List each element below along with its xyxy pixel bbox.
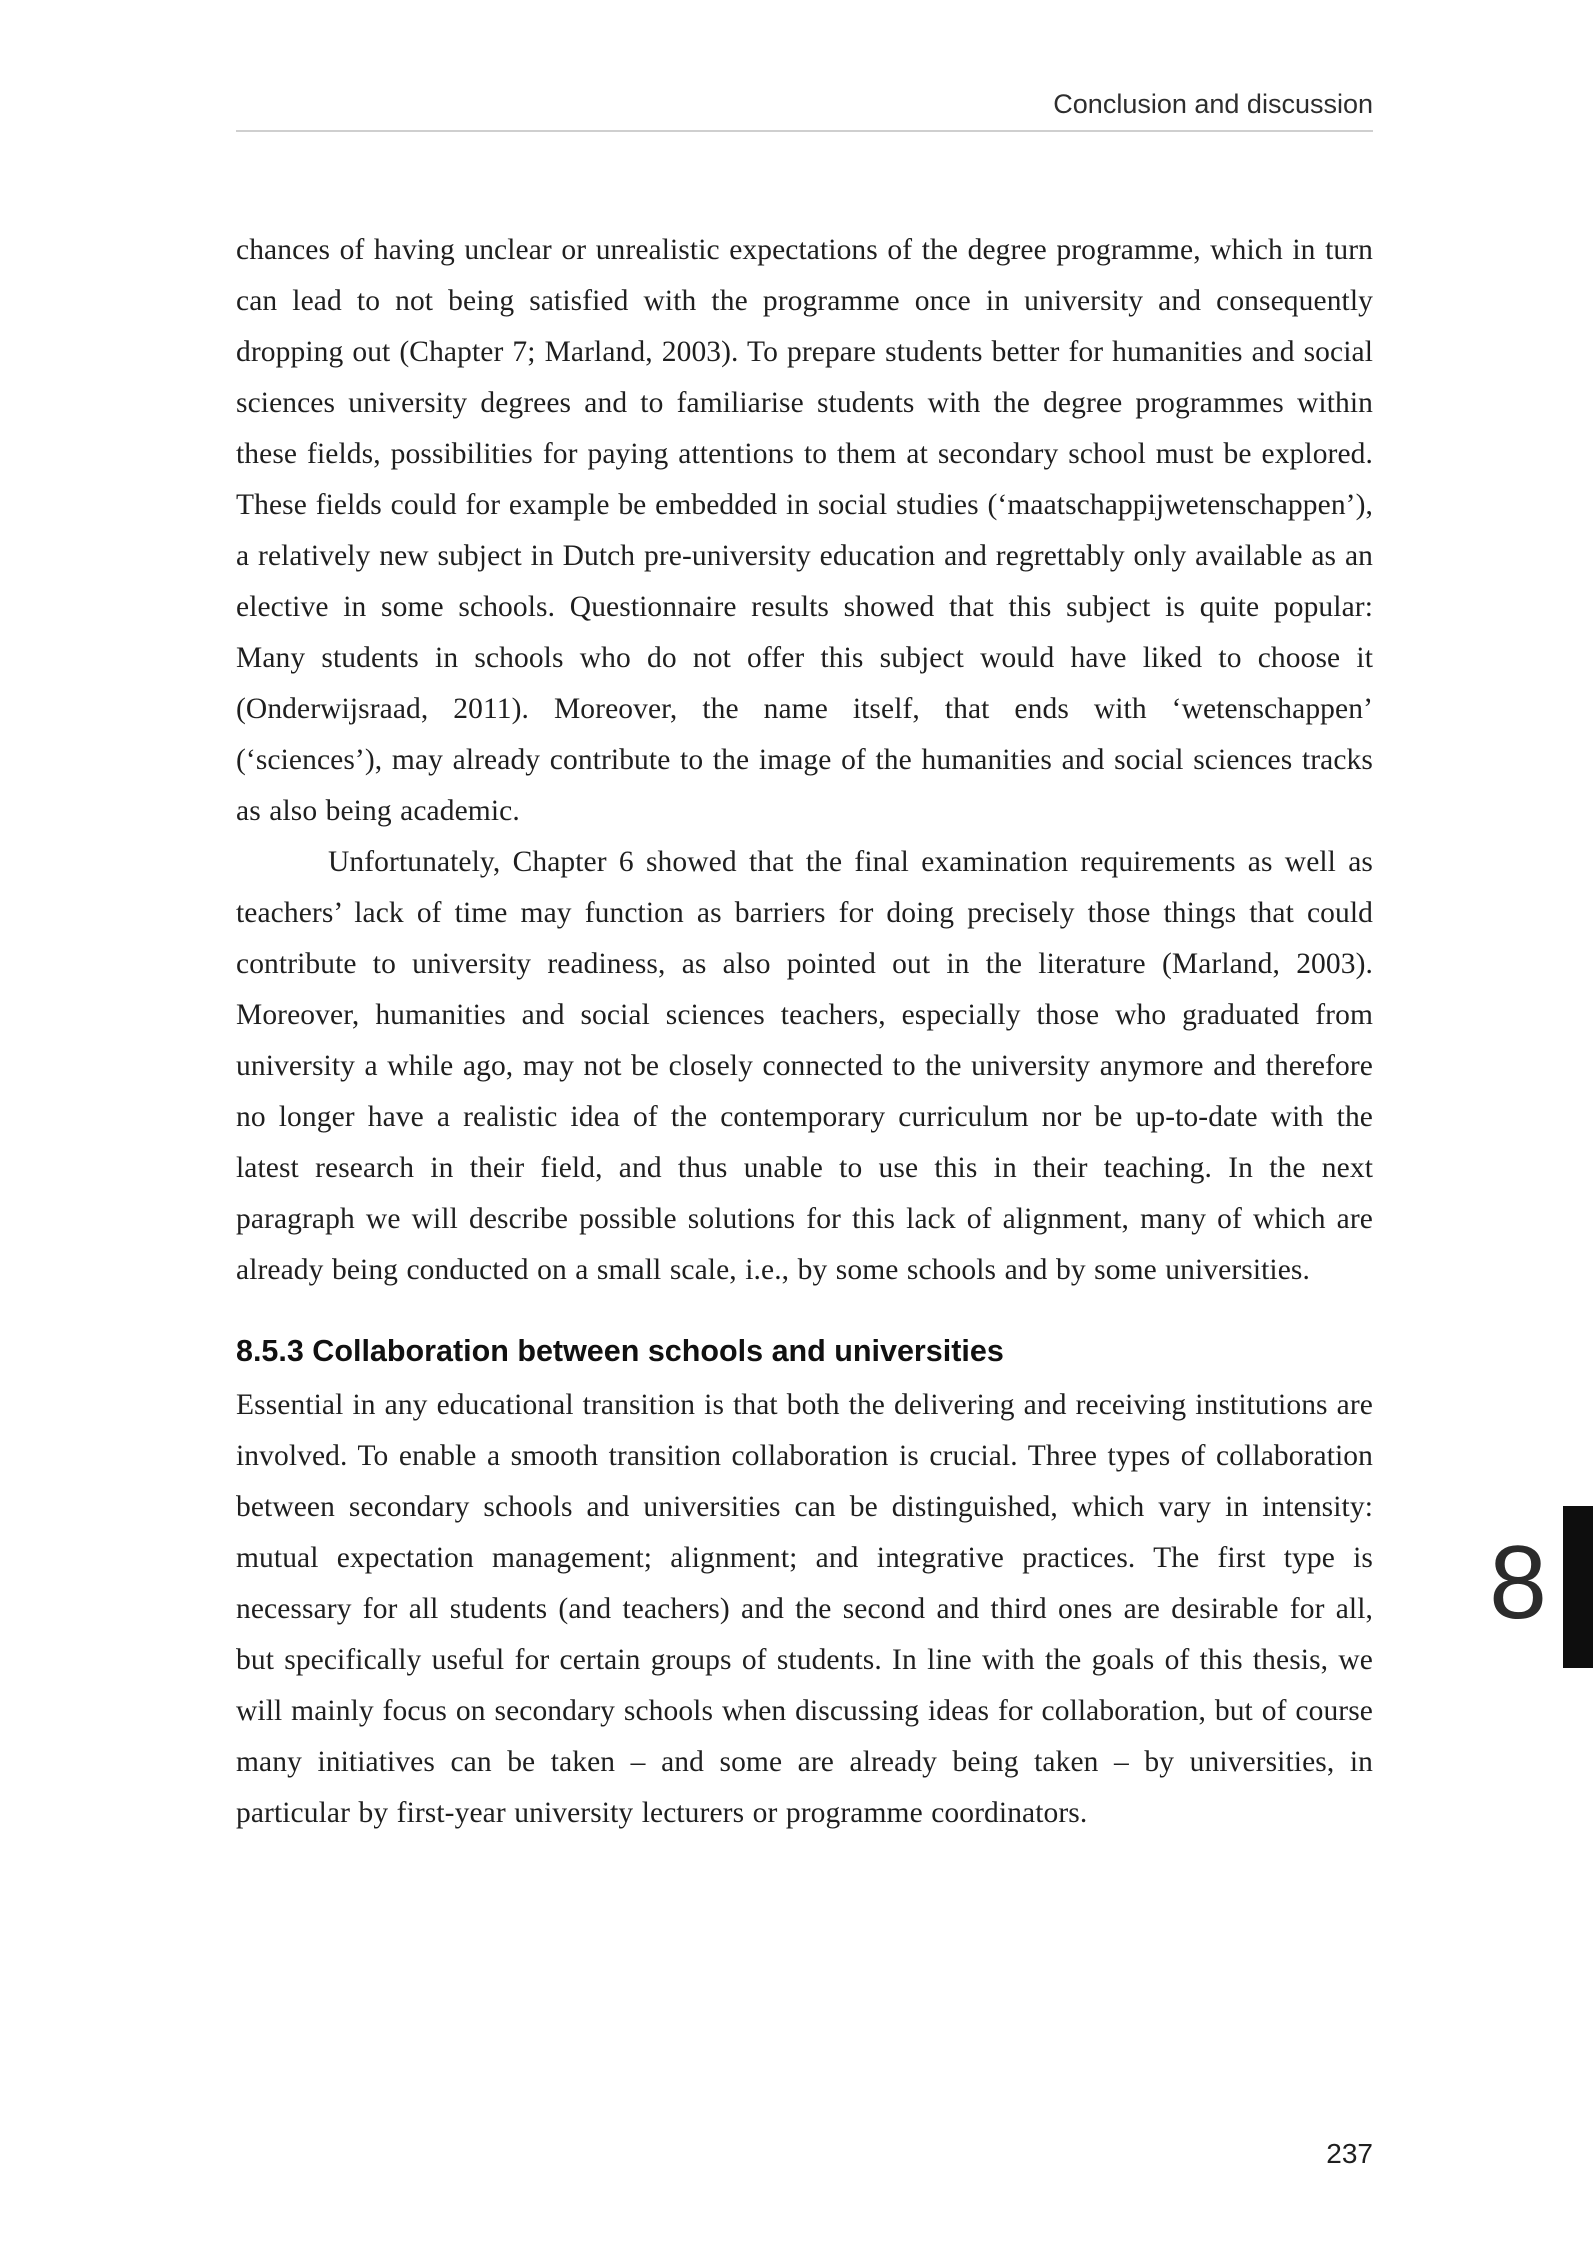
- body-text: [236, 225, 1373, 1839]
- section-heading: 8.5.3 Collaboration between schools and universities: [236, 1334, 1004, 1368]
- chapter-number: 8: [1489, 1525, 1547, 1641]
- running-header-title: Conclusion and discussion: [1053, 89, 1373, 119]
- page-number: 237: [1326, 2138, 1373, 2169]
- paragraph-2: Unfortunately, Chapter 6 showed that the final examination requirements as well as teachers’ lack of time may function as barriers for doing precisely those things that could contribute to university readiness, as also pointed out in the literature (Marland, 2003). Moreover, humanities and social sciences teachers, especially those who graduated from university a while ago, may not be closely connected to the university anymore and therefore no longer have a realistic idea of the contemporary curriculum nor be up-to-date with the latest research in their field, and thus unable to use this in their teaching. In the next paragraph we will describe possible solutions for this lack of alignment, many of which are already being conducted on a small scale, i.e., by some schools and by some universities.: [236, 846, 1373, 1286]
- header-divider: [236, 130, 1373, 132]
- running-header: [236, 88, 1373, 132]
- paragraph-1: chances of having unclear or unrealistic expectations of the degree programme, which in turn can lead to not being satisfied with the programme once in university and consequently dropping out (Chapter 7; Marland, 2003). To prepare students better for humanities and social sciences university degrees and to familiarise students with the degree programmes within these fields, possibilities for paying attentions to them at secondary school must be explored. These fields could for example be embedded in social studies (‘maatschappijwetenschappen’), a relatively new subject in Dutch pre-university education and regrettably only available as an elective in some schools. Questionnaire results showed that this subject is quite popular: Many students in schools who do not offer this subject would have liked to choose it (Onderwijsraad, 2011). Moreover, the name itself, that ends with ‘wetenschappen’ (‘sciences’), may already contribute to the image of the humanities and social sciences tracks as also being academic.: [236, 234, 1373, 827]
- chapter-tab-bar: [1563, 1506, 1593, 1668]
- paragraph-3: Essential in any educational transition is that both the delivering and receiving institutions are involved. To enable a smooth transition collaboration is crucial. Three types of collaboration between secondary schools and universities can be distinguished, which vary in intensity: mutual expectation management; alignment; and integrative practices. The first type is necessary for all students (and teachers) and the second and third ones are desirable for all, but specifically useful for certain groups of students. In line with the goals of this thesis, we will mainly focus on secondary schools when discussing ideas for collaboration, but of course many initiatives can be taken – and some are already being taken – by universities, in particular by first-year university lecturers or programme coordinators.: [236, 1389, 1373, 1829]
